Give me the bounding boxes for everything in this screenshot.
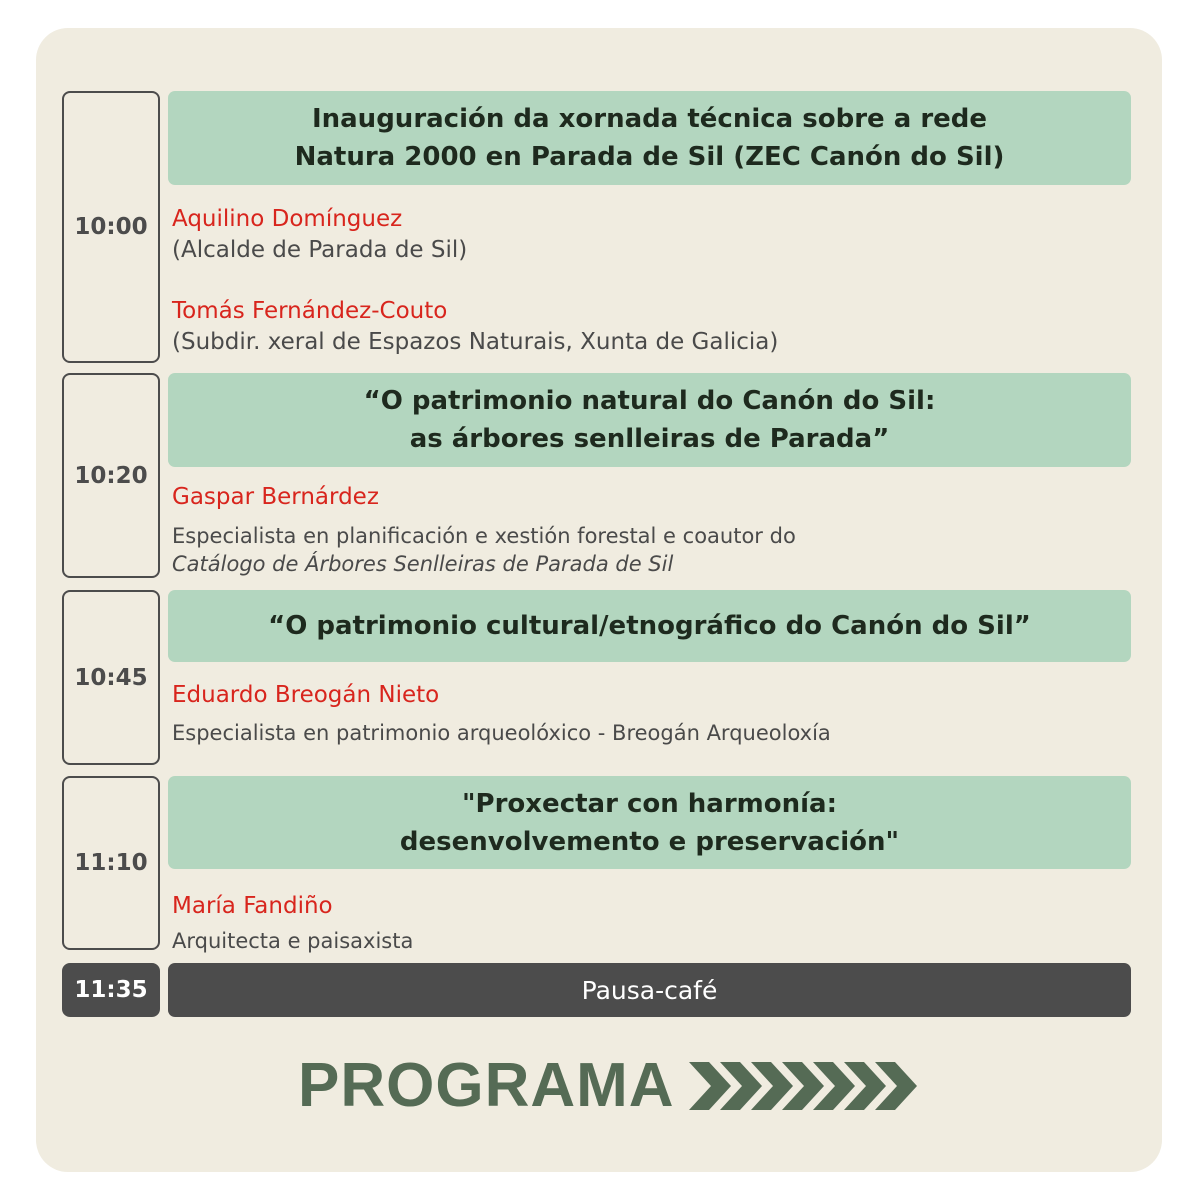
catalog-title: Catálogo de Árbores Senlleiras de Parada de Sil: [172, 552, 674, 576]
time-label: 10:00: [74, 214, 148, 240]
time-label: 10:20: [74, 462, 148, 489]
time-slot-1110: [62, 776, 160, 950]
speaker-name: Eduardo Breogán Nieto: [172, 682, 440, 708]
pause-bar: [168, 963, 1131, 1017]
speaker-name: Tomás Fernández-Couto: [172, 298, 448, 324]
speaker-affiliation: Especialista en planificación e xestión forestal e coautor do: [172, 524, 796, 548]
session-title-line: Inauguración da xornada técnica sobre a rede: [311, 104, 988, 134]
pause-label: Pausa-café: [581, 975, 718, 1005]
speaker-affiliation-italic: [172, 550, 673, 578]
program-title: PROGRAMA: [298, 1051, 675, 1120]
speaker-name: María Fandiño: [172, 893, 333, 919]
time-slot-1045: [62, 590, 160, 765]
time-label: 11:10: [74, 850, 148, 876]
speaker-affiliation: Arquitecta e paisaxista: [172, 929, 414, 953]
footer-heading: [298, 1050, 919, 1121]
session-title-3: [168, 590, 1131, 662]
session-title-2: [168, 373, 1131, 467]
speaker-affiliation: (Alcalde de Parada de Sil): [172, 237, 468, 263]
time-label: 11:35: [74, 977, 148, 1003]
session-title-line: “O patrimonio natural do Canón do Sil:: [363, 386, 936, 416]
session-title-line: as árbores senlleiras de Parada”: [409, 424, 890, 454]
speaker-affiliation: Especialista en patrimonio arqueolóxico - Breogán Arqueoloxía: [172, 721, 831, 745]
speaker-affiliation: (Subdir. xeral de Espazos Naturais, Xunta de Galicia): [172, 329, 779, 355]
time-slot-1135: [62, 963, 160, 1017]
session-title-line: Natura 2000 en Parada de Sil (ZEC Canón do Sil): [294, 142, 1005, 172]
session-title-1: [168, 91, 1131, 185]
session-title-line: desenvolvemento e preservación": [399, 826, 900, 857]
chevron-arrows-icon: [689, 1060, 919, 1112]
time-slot-1020: [62, 373, 160, 578]
session-title-line: "Proxectar con harmonía:: [462, 788, 837, 819]
time-slot-1000: [62, 91, 160, 363]
time-label: 10:45: [74, 664, 148, 691]
speaker-name: Gaspar Bernárdez: [172, 484, 379, 510]
session-title-line: “O patrimonio cultural/etnográfico do Canón do Sil”: [268, 611, 1031, 641]
speaker-name: Aquilino Domínguez: [172, 206, 403, 232]
session-title-4: [168, 776, 1131, 869]
